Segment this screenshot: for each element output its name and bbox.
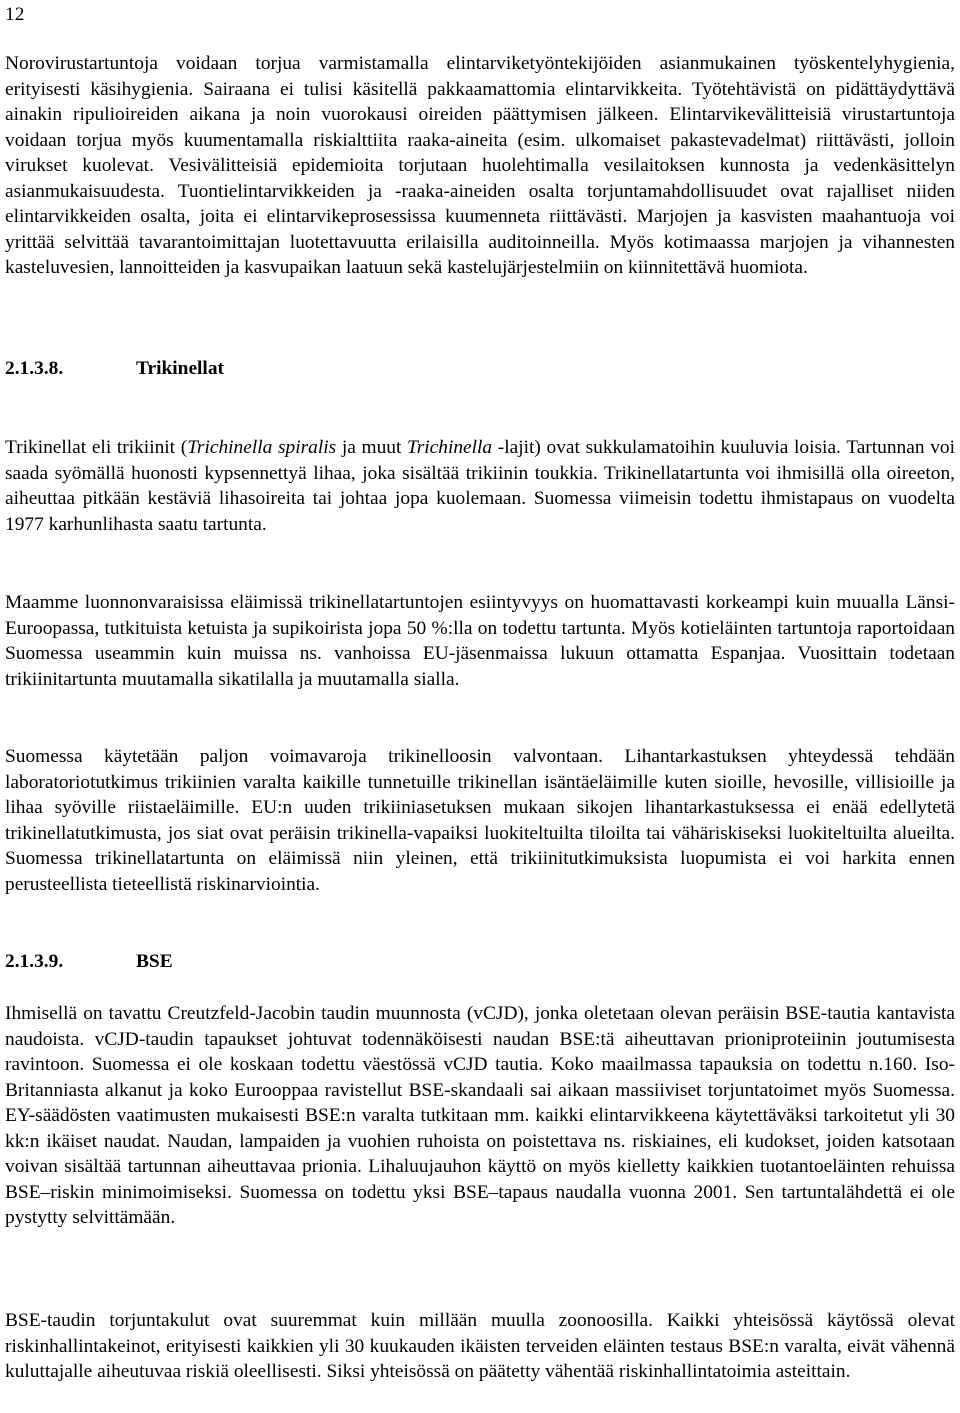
- bse-paragraph-2: BSE-taudin torjuntakulut ovat suuremmat kuin millään muulla zoonoosilla. Kaikki yhteisössä käytössä olevat riskinhallintakeinot, erityisesti kaikkien yli 30 kuukauden ikäisten terveiden eläinten testaus BSE:n varalta, eivät vähennä kuluttajalle aiheutuvaa riskiä oleellisesti. Siksi yhteisössä on päätetty vähentää riskinhallintatoimia asteittain.: [5, 1310, 955, 1382]
- section-number: 2.1.3.8.: [5, 358, 64, 379]
- trikinellat-paragraph-1: [5, 435, 955, 537]
- text-run: ja muut: [336, 437, 408, 458]
- intro-block: [5, 51, 955, 281]
- bse-paragraph-1-block: [5, 1001, 955, 1231]
- bse-paragraph-1: Ihmisellä on tavattu Creutzfeld-Jacobin taudin muunnosta (vCJD), jonka oletetaan olevan peräisin BSE-tautia kantavista naudoista. vCJD-taudin tapaukset johtuvat todennäköisesti naudan BSE:tä aiheuttavan prioniproteiinin joutumisesta ravintoon. Suomessa ei ole koskaan todettu väestössä vCJD tautia. Koko maailmassa tapauksia on todettu n.160. Iso-Britanniasta alkanut ja koko Eurooppaa ravistellut BSE-skandaali sai aikaan massiiviset torjuntatoimet myös Suomessa. EY-säädösten vaatimusten mukaisesti BSE:n varalta tutkitaan mm. kaikki elintarvikkeena käytettäväksi tarkoitetut yli 30 kk:n ikäiset naudat. Naudan, lampaiden ja vuohien ruhoista on poistettava ns. riskiaines, eli kudokset, joiden katsotaan voivan sisältää tartunnan aiheuttavaa prionia. Lihaluujauhon käyttö on myös kielletty kaikkien tuotantoeläinten rehuissa BSE–riskin minimoimiseksi. Suomessa on todettu yksi BSE–tapaus naudalla vuonna 2001. Sen tartuntalähdettä ei ole pystytty selvittämään.: [5, 1003, 955, 1228]
- page-number: 12: [5, 4, 25, 25]
- intro-paragraph: Norovirustartuntoja voidaan torjua varmistamalla elintarviketyöntekijöiden asianmukainen työskentelyhygienia, erityisesti käsihygienia. Sairaana ei tulisi käsitellä pakkaamattomia elintarvikkeita. Työtehtävistä on pidättäydyttävä ainakin ripulioireiden aikana ja noin vuorokausi oireiden päättymisen jälkeen. Elintarvikevälitteisiä virustartuntoja voidaan torjua myös kuumentamalla riskialttiita raaka-aineita (esim. ulkomaiset pakastevadelmat) riittävästi, jolloin virukset kuolevat. Vesivälitteisiä epidemioita torjutaan huolehtimalla vesilaitoksen kunnosta ja vedenkäsittelyn asianmukaisuudesta. Tuontielintarvikkeiden ja -raaka-aineiden osalta torjuntamahdollisuudet ovat rajalliset niiden elintarvikkeiden osalta, joita ei elintarvikeprosessissa kuumenneta riittävästi. Marjojen ja kasvisten maahantuoja voi yrittää selvittää tavarantoimittajan luotettavuutta erilaisilla auditoinneilla. Myös kotimaassa marjojen ja vihannesten kasteluvesien, lannoitteiden ja kasvupaikan laatuun sekä kastelujärjestelmiin on kiinnitettävä huomiota.: [5, 53, 955, 278]
- species-name: Trichinella spiralis: [187, 437, 337, 458]
- section-title: BSE: [136, 951, 173, 972]
- section-bse-heading: [5, 949, 955, 975]
- trikinellat-paragraph-2: Maamme luonnonvaraisissa eläimissä trikinellatartuntojen esiintyvyys on huomattavasti korkeampi kuin muualla Länsi-Euroopassa, tutkituista ketuista ja supikoirista jopa 50 %:lla on todettu tartunta. Myös kotieläinten tartuntoja raportoidaan Suomessa useammin kuin muissa ns. vanhoissa EU-jäsenmaissa lukuun ottamatta Espanjaa. Vuosittain todetaan trikiinitartunta muutamalla sikatilalla ja muutamalla sialla.: [5, 592, 955, 690]
- genus-name: Trichinella: [407, 437, 493, 458]
- section-title: Trikinellat: [136, 358, 224, 379]
- section-number: 2.1.3.9.: [5, 951, 64, 972]
- trikinellat-paragraph-3: Suomessa käytetään paljon voimavaroja trikinelloosin valvontaan. Lihantarkastuksen yhteydessä tehdään laboratoriotutkimus trikiinien varalta kaikille tunnetuille trikinellan isäntäeläimille kuten sioille, hevosille, villisioille ja lihaa syöville riistaeläimille. EU:n uuden trikiiniasetuksen mukaan sikojen lihantarkastuksessa ei enää edellytetä trikinellatutkimusta, jos siat ovat peräisin trikinella-vapaiksi luokiteltuilta tiloilta tai vähäriskiseksi luokiteltuilta alueilta. Suomessa trikinellatartunta on eläimissä niin yleinen, että trikiinitutkimuksista luopumista ei voi harkita ennen perusteellista tieteellistä riskinarviointia.: [5, 746, 955, 895]
- trikinellat-paragraph-1-block: [5, 435, 955, 537]
- trikinellat-paragraph-3-block: [5, 744, 955, 897]
- section-trikinellat-heading: [5, 356, 955, 382]
- bse-paragraph-2-block: [5, 1308, 955, 1385]
- text-run: -lajit) ovat sukkulamatoihin kuuluvia loisia. Tartunnan voi saada syömällä huonosti kypsennettyä lihaa, joka sisältää trikiinin toukkia. Trikinellatartunta voi ihmisillä olla oireeton, aiheuttaa pitkään kestäviä lihasoireita tai johtaa jopa kuolemaan. Suomessa viimeisin todettu ihmistapaus on vuodelta 1977 karhunlihasta saatu tartunta.: [5, 437, 955, 535]
- trikinellat-paragraph-2-block: [5, 590, 955, 692]
- text-run: Trikinellat eli trikiinit (: [5, 437, 188, 458]
